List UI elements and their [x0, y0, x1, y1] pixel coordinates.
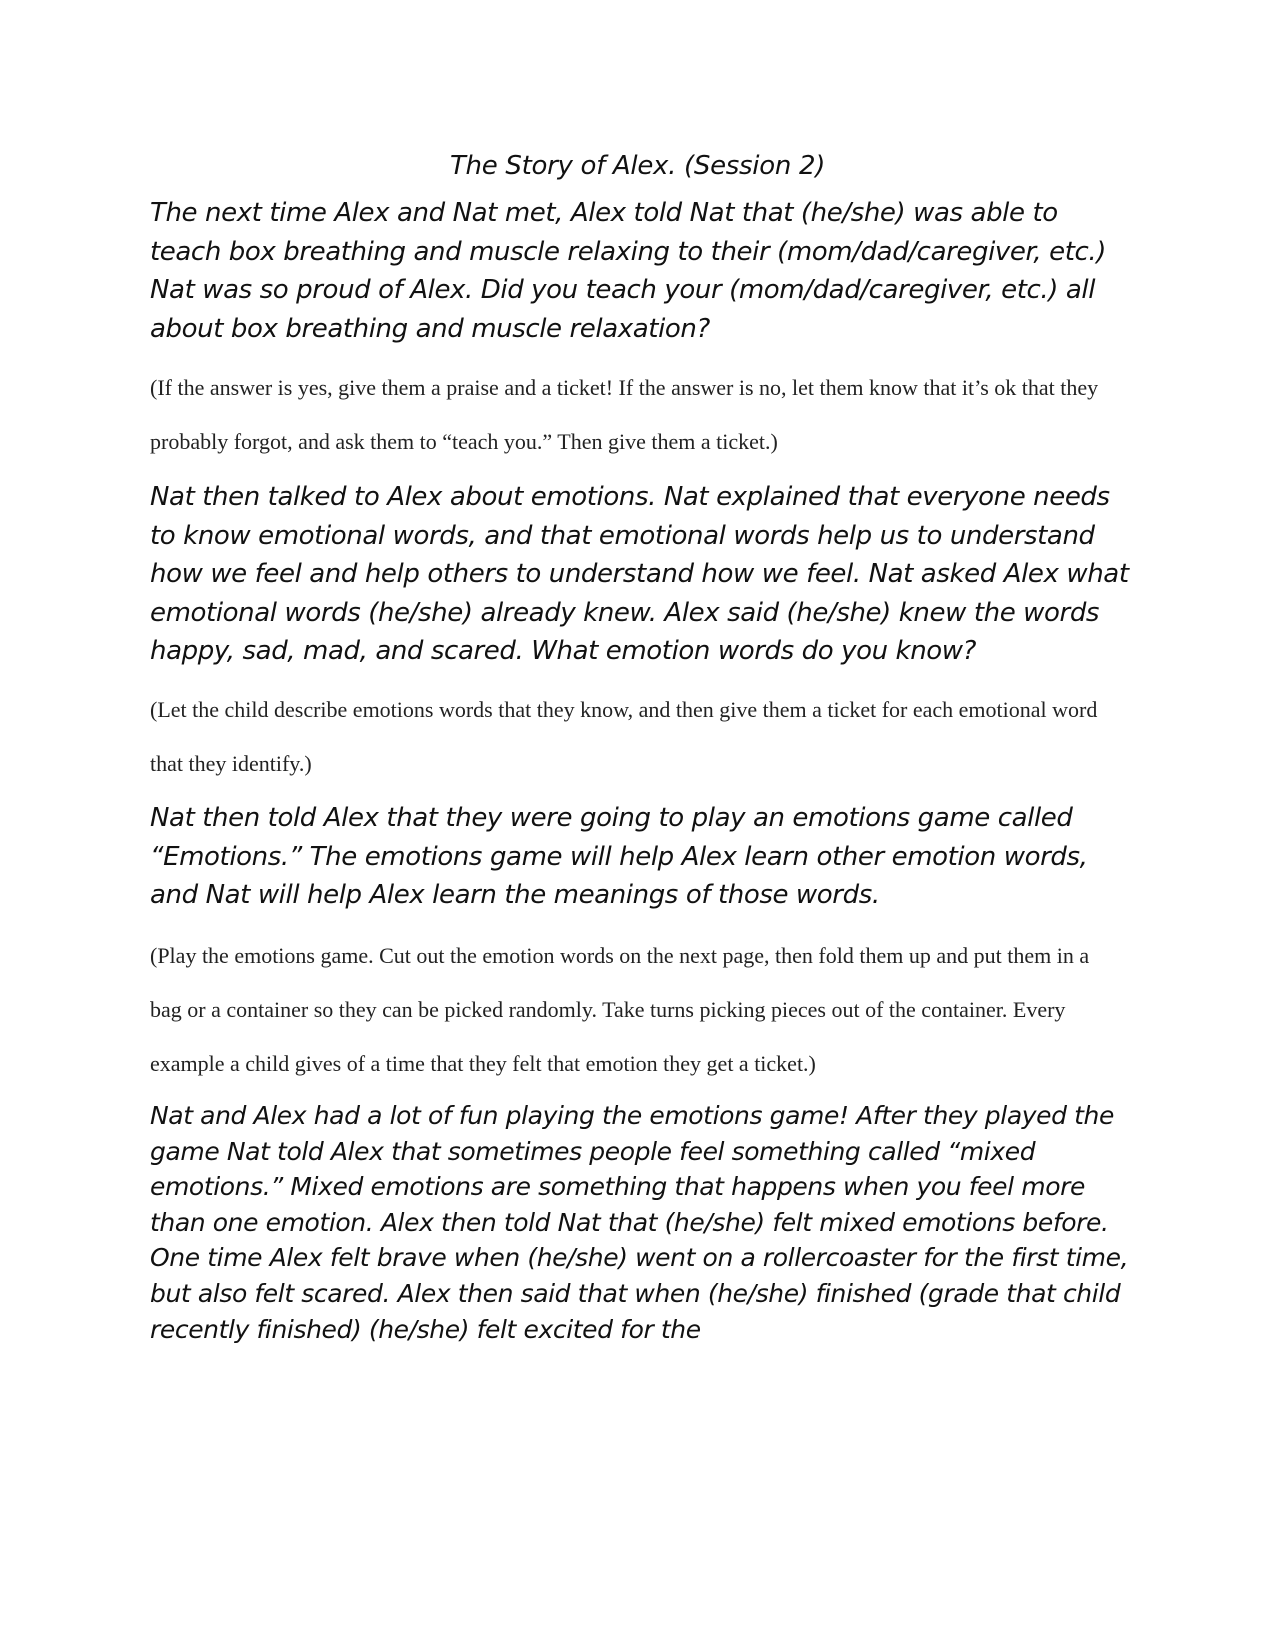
- story-paragraph-2: Nat then talked to Alex about emotions. Nat explained that everyone needs to know emotional words, and that emotional words help us to understand how we feel and help others to understand how we feel. Nat asked Alex what emotional words (he/she) already knew. Alex said (he/she) knew the words happy, sad, mad, and scared. What emotion words do you know?: [150, 482, 1129, 666]
- instruction-note-3: (Play the emotions game. Cut out the emotion words on the next page, then fold them up and put them in a bag or a container so they can be picked randomly. Take turns picking pieces out of the container. Every example a child gives of a time that they felt that emotion they get a ticket.): [150, 943, 1090, 1076]
- story-paragraph-3: Nat then told Alex that they were going to play an emotions game called “Emotions.” The emotions game will help Alex learn other emotion words, and Nat will help Alex learn the meanings of those words.: [150, 803, 1088, 910]
- instruction-note-1: (If the answer is yes, give them a praise and a ticket! If the answer is no, let them know that it’s ok that they probably forgot, and ask them to “teach you.” Then give them a ticket.): [150, 375, 1099, 454]
- story-paragraph-1: The next time Alex and Nat met, Alex told Nat that (he/she) was able to teach box breathing and muscle relaxing to their (mom/dad/caregiver, etc.) Nat was so proud of Alex. Did you teach your (mom/dad/caregiver, etc.) all about box breathing and muscle relaxation?: [150, 198, 1107, 344]
- page-title: The Story of Alex. (Session 2): [449, 151, 826, 181]
- instruction-note-2: (Let the child describe emotions words that they know, and then give them a ticket for each emotional word that they identify.): [150, 697, 1098, 776]
- story-paragraph-4: Nat and Alex had a lot of fun playing the emotions game! After they played the game Nat told Alex that sometimes people feel something called “mixed emotions.” Mixed emotions are something that happens when you feel more than one emotion. Alex then told Nat that (he/she) felt mixed emotions before. One time Alex felt brave when (he/she) went on a rollercoaster for the first time, but also felt scared. Alex then said that when (he/she) finished (grade that child recently finished) (he/she) felt excited for the: [150, 1101, 1129, 1344]
